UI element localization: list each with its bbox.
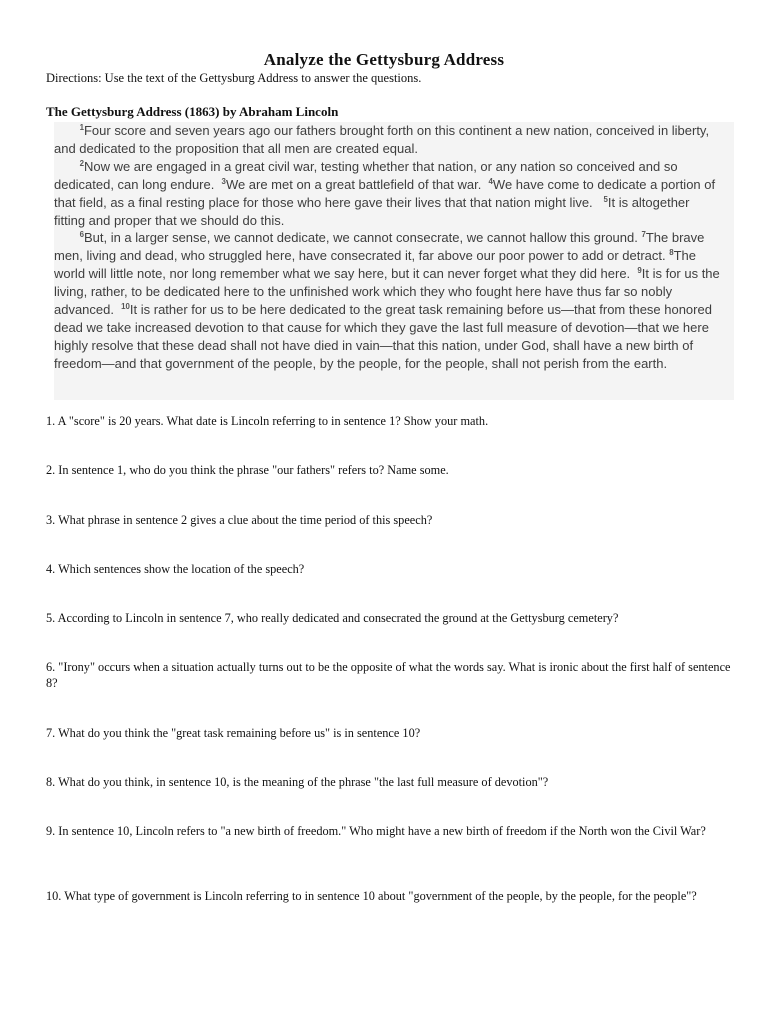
- sentence-9: It is for us the living, rather, to be dedicated here to the unfinished work which they who fought here have thus far so nobly advanced.: [54, 266, 720, 318]
- sentence-7: The brave men, living and dead, who struggled here, have consecrated it, far above our poor power to add or detract.: [54, 230, 705, 264]
- question-3: 3. What phrase in sentence 2 gives a clue about the time period of this speech?: [46, 513, 433, 527]
- sentence-3: We are met on a great battlefield of that war.: [225, 176, 482, 192]
- sentence-8: The world will little note, nor long remember what we say here, but it can never forget what they did here.: [54, 248, 697, 282]
- question-9: 9. In sentence 10, Lincoln refers to "a new birth of freedom." Who might have a new birth of freedom if the North won the Civil War?: [46, 824, 706, 838]
- passage-image: [54, 122, 734, 400]
- question-4: 4. Which sentences show the location of the speech?: [46, 562, 305, 576]
- passage-paragraph-2: $^2$Now we are engaged in a great civil war, testing whether that nation, or any nation so conceived and so dedicated, can long endure. $^3$We are met on a great battlefield of that war. $^4$We have come to dedicate a portion of that field, as a final resting place for those who here gave their lives that that nation might live. $^5$It is altogether fitting and proper that we should do this.: [54, 158, 716, 228]
- question-5: 5. According to Lincoln in sentence 7, who really dedicated and consecrated the ground at the Gettysburg cemetery?: [46, 611, 619, 625]
- sentence-5: It is altogether fitting and proper that we should do this.: [54, 194, 690, 228]
- sentence-2: Now we are engaged in a great civil war, testing whether that nation, or any nation so conceived and so dedicated, can long endure.: [54, 158, 678, 192]
- passage-heading: The Gettysburg Address (1863) by Abraham Lincoln: [46, 104, 339, 119]
- question-2: 2. In sentence 1, who do you think the phrase "our fathers" refers to? Name some.: [46, 463, 449, 477]
- sentence-1: Four score and seven years ago our fathers brought forth on this continent a new nation, conceived in liberty, and dedicated to the proposition that all men are created equal.: [54, 123, 710, 156]
- question-1: 1. A "score" is 20 years. What date is Lincoln referring to in sentence 1? Show your math.: [46, 414, 489, 428]
- passage-paragraph-1: $^1$Four score and seven years ago our fathers brought forth on this continent a new nation, conceived in liberty, and dedicated to the proposition that all men are created equal.: [54, 123, 710, 156]
- question-6: 6. "Irony" occurs when a situation actually turns out to be the opposite of what the words say. What is ironic about the first half of sentence 8?: [46, 660, 731, 690]
- sentence-10: It is rather for us to be here dedicated to the great task remaining before us—that from these honored dead we take increased devotion to that cause for which they gave the last full measure of devotion—that we here highly resolve that these dead shall not have died in vain—that this nation, under God, shall have a new birth of freedom—and that government of the people, by the people, for the people, shall not perish from the earth.: [54, 302, 712, 371]
- passage-text: [54, 122, 724, 373]
- worksheet-title: Analyze the Gettysburg Address: [263, 50, 505, 69]
- passage-paragraph-3: $^6$But, in a larger sense, we cannot dedicate, we cannot consecrate, we cannot hallow this ground. $^7$The brave men, living and dead, who struggled here, have consecrated it, far above our poor power to add or detract. $^8$The world will little note, nor long remember what we say here, but it can never forget what they did here. $^9$It is for us the living, rather, to be dedicated here to the unfinished work which they who fought here have thus far so nobly advanced. $^{10}$It is rather for us to be here dedicated to the great task remaining before us—that from these honored dead we take increased devotion to that cause for which they gave the last full measure of devotion—that we here highly resolve that these dead shall not have died in vain—that this nation, under God, shall have a new birth of freedom—and that government of the people, by the people, for the people, shall not perish from the earth.: [54, 230, 720, 371]
- sentence-4: We have come to dedicate a portion of that field, as a final resting place for those who here gave their lives that that nation might live.: [54, 176, 716, 210]
- question-7: 7. What do you think the "great task remaining before us" is in sentence 10?: [46, 726, 421, 740]
- sentence-6: But, in a larger sense, we cannot dedicate, we cannot consecrate, we cannot hallow this ground.: [83, 230, 638, 246]
- directions-text: Directions: Use the text of the Gettysburg Address to answer the questions.: [46, 71, 422, 85]
- question-10: 10. What type of government is Lincoln referring to in sentence 10 about "government of the people, by the people, for the people"?: [46, 889, 697, 903]
- question-8: 8. What do you think, in sentence 10, is the meaning of the phrase "the last full measure of devotion"?: [46, 775, 549, 789]
